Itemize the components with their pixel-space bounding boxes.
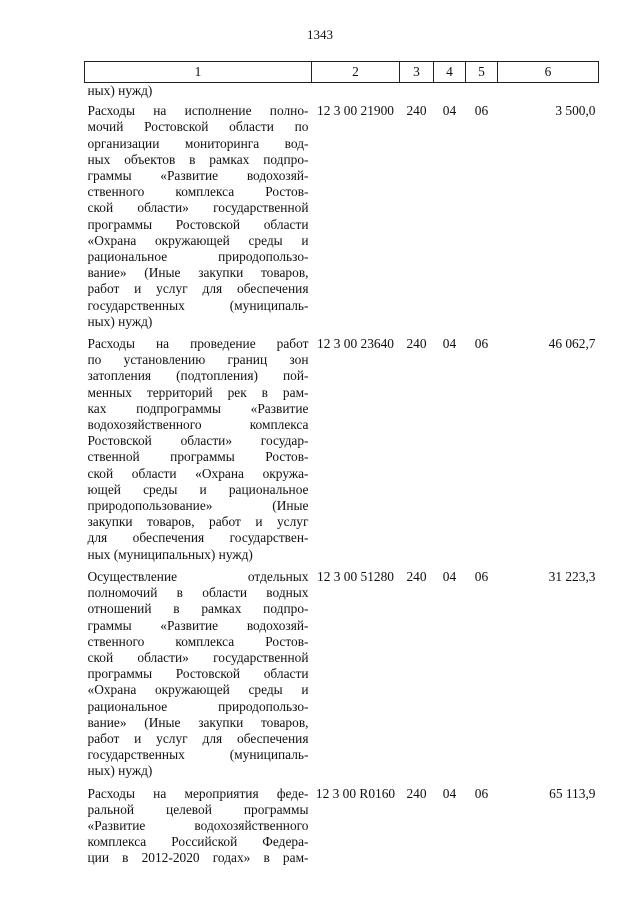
description-cell (85, 103, 312, 336)
description-line: ской области» государственной (87, 649, 309, 665)
description-line: вание» (Иные закупки товаров, (87, 265, 309, 281)
description-line: ных) нужд) (87, 313, 153, 329)
description-line: программы Ростовской области (87, 216, 309, 232)
description-line: ской области» государственной (87, 200, 309, 216)
header-col-1: 1 (85, 62, 312, 83)
description-line: вание» (Иные закупки товаров, (87, 714, 309, 730)
description-line: государственных (муниципаль- (87, 297, 309, 313)
target-article-code: 12 3 00 R0160 (315, 785, 396, 801)
description-line: по установлению границ зон (87, 352, 309, 368)
description-cell (85, 569, 312, 786)
table-header (85, 62, 599, 83)
target-article-code: 12 3 00 51280 (317, 568, 394, 584)
expense-type-code: 240 (406, 568, 427, 584)
table-row (85, 786, 599, 873)
continuation-row (85, 83, 599, 104)
description-line: организации мониторинга вод- (87, 135, 309, 151)
continuation-empty-cell (312, 83, 400, 104)
description-line: ральной целевой программы (87, 801, 309, 817)
expense-type-code: 240 (406, 785, 427, 801)
description-line: ственного комплекса Ростов- (87, 633, 309, 649)
description-line: мочий Ростовской области по (87, 119, 309, 135)
subsection-code: 06 (474, 785, 489, 801)
section-code: 04 (442, 103, 457, 119)
continuation-empty-cell (466, 83, 498, 104)
table-row (85, 569, 599, 786)
target-article-code: 12 3 00 21900 (317, 103, 394, 119)
continuation-empty-cell (434, 83, 466, 104)
section-code: 04 (442, 785, 457, 801)
description-line: государственных (муниципаль- (87, 747, 309, 763)
description-line: рациональное природопользо- (87, 249, 309, 265)
description-line: «Охрана окружающей среды и (87, 232, 309, 248)
description-line: Осуществление отдельных (87, 568, 309, 584)
section-code: 04 (442, 568, 457, 584)
description-line: ской области «Охрана окружа- (87, 465, 309, 481)
description-line: Расходы на проведение работ (87, 336, 309, 352)
description-line: работ и услуг для обеспечения (87, 281, 309, 297)
section-code: 04 (442, 336, 457, 352)
description-line: граммы «Развитие водохозяй- (87, 168, 309, 184)
description-line: граммы «Развитие водохозяй- (87, 617, 309, 633)
description-line: ственной программы Ростов- (87, 449, 309, 465)
header-col-6: 6 (498, 62, 599, 83)
description-line: водохозяйственного комплекса (87, 417, 309, 433)
description-line: менных территорий рек в рам- (87, 384, 309, 400)
header-col-3: 3 (400, 62, 434, 83)
target-article-code: 12 3 00 23640 (317, 336, 394, 352)
page-number: 1343 (307, 27, 333, 42)
description-line: работ и услуг для обеспечения (87, 730, 309, 746)
description-line: ных объектов в рамках подпро- (87, 151, 309, 167)
header-col-5: 5 (466, 62, 498, 83)
description-line: комплекса Российской Федера- (87, 834, 309, 850)
subsection-code: 06 (474, 568, 489, 584)
subsection-code: 06 (474, 336, 489, 352)
header-col-2: 2 (312, 62, 400, 83)
description-line: программы Ростовской области (87, 666, 309, 682)
description-line: Расходы на исполнение полно- (87, 103, 309, 119)
description-line: ных) нужд) (87, 763, 153, 779)
amount-value: 31 223,3 (548, 568, 596, 584)
description-line: ции в 2012-2020 годах» в рам- (87, 850, 309, 866)
description-line: рациональное природопользо- (87, 698, 309, 714)
description-cell (85, 786, 312, 873)
table-body (85, 83, 599, 873)
description-cell (85, 336, 312, 569)
description-line: Расходы на мероприятия феде- (87, 785, 309, 801)
amount-value: 46 062,7 (548, 336, 596, 352)
header-col-4: 4 (434, 62, 466, 83)
continuation-text: ных) нужд) (87, 83, 153, 98)
table-row (85, 336, 599, 569)
description-line: Ростовской области» государ- (87, 433, 309, 449)
description-line: для обеспечения государствен- (87, 530, 309, 546)
header-row (85, 62, 599, 83)
description-line: отношений в рамках подпро- (87, 601, 309, 617)
description-line: «Развитие водохозяйственного (87, 817, 309, 833)
amount-value: 65 113,9 (549, 785, 596, 801)
description-line: ственного комплекса Ростов- (87, 184, 309, 200)
description-line: ных (муниципальных) нужд) (87, 546, 253, 562)
description-line: природопользование» (Иные (87, 498, 309, 514)
amount-value: 3 500,0 (555, 103, 596, 119)
description-line: затопления (подтопления) пой- (87, 368, 309, 384)
description-line: полномочий в области водных (87, 585, 309, 601)
description-line: ющей среды и рациональное (87, 481, 309, 497)
table-row (85, 103, 599, 336)
description-line: ках подпрограммы «Развитие (87, 400, 309, 416)
budget-table (84, 61, 599, 873)
description-line: закупки товаров, работ и услуг (87, 514, 309, 530)
expense-type-code: 240 (406, 336, 427, 352)
expense-type-code: 240 (406, 103, 427, 119)
continuation-empty-cell (498, 83, 599, 104)
subsection-code: 06 (474, 103, 489, 119)
description-line: «Охрана окружающей среды и (87, 682, 309, 698)
continuation-empty-cell (400, 83, 434, 104)
